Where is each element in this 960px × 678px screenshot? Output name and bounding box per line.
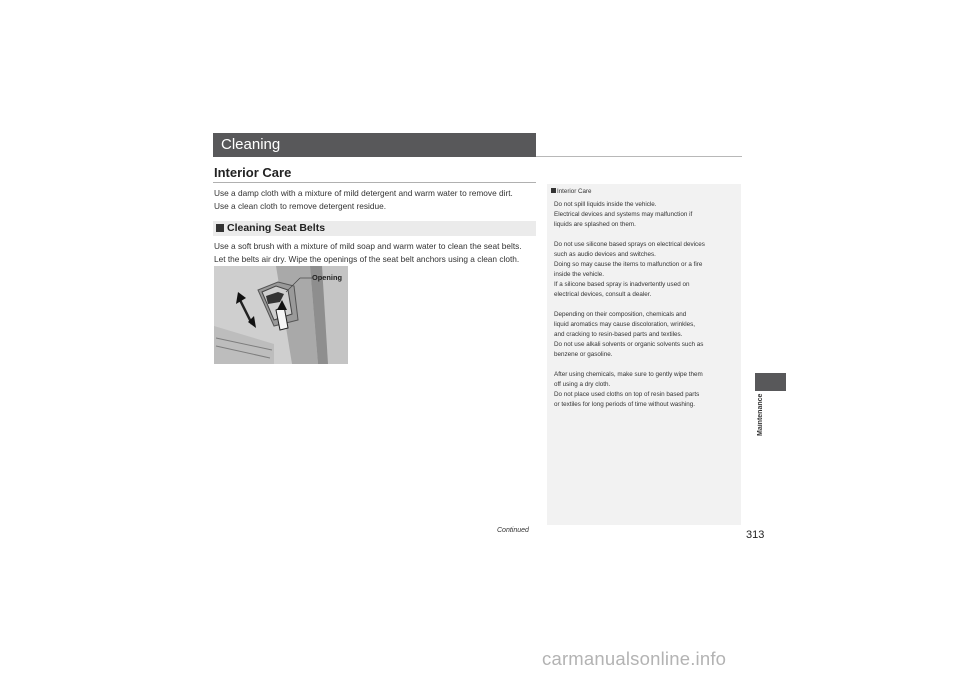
sidebar-line: Do not spill liquids inside the vehicle. — [554, 201, 657, 208]
square-bullet-icon — [216, 224, 224, 232]
section-title-bar — [213, 133, 536, 157]
interior-care-paragraph — [214, 187, 544, 212]
sidebar-line: Do not use alkali solvents or organic solvents such as — [554, 341, 704, 348]
sidebar-paragraph — [554, 200, 738, 230]
interior-care-sidebar — [547, 184, 741, 525]
sidebar-body — [554, 200, 738, 420]
page-number: 313 — [746, 529, 765, 541]
paragraph-line: Use a damp cloth with a mixture of mild detergent and warm water to remove dirt. — [214, 188, 513, 198]
sidebar-line: such as audio devices and switches. — [554, 251, 656, 258]
sidebar-line: off using a dry cloth. — [554, 381, 611, 388]
chapter-tab-label[interactable]: Maintenance — [757, 394, 764, 437]
opening-callout: Opening — [312, 273, 342, 282]
sidebar-line: If a silicone based spray is inadvertently used on — [554, 281, 690, 288]
paragraph-line: Use a soft brush with a mixture of mild soap and warm water to clean the seat belts. — [214, 241, 522, 251]
sidebar-line: Electrical devices and systems may malfunction if — [554, 211, 693, 218]
sidebar-line: benzene or gasoline. — [554, 351, 613, 358]
sidebar-line: inside the vehicle. — [554, 271, 605, 278]
sidebar-line: After using chemicals, make sure to gently wipe them — [554, 371, 703, 378]
interior-care-heading: Interior Care — [214, 165, 292, 180]
sidebar-line: or textiles for long periods of time without washing. — [554, 401, 696, 408]
sidebar-line: Do not use silicone based sprays on electrical devices — [554, 241, 705, 248]
continued-label: Continued — [497, 527, 529, 534]
heading-rule — [213, 182, 536, 183]
reference-marker-icon — [551, 188, 556, 193]
sidebar-line: liquid aromatics may cause discoloration, wrinkles, — [554, 321, 696, 328]
sidebar-title — [551, 188, 591, 195]
sidebar-paragraph — [554, 370, 738, 410]
sidebar-line: liquids are splashed on them. — [554, 221, 636, 228]
sidebar-line: Do not place used cloths on top of resin based parts — [554, 391, 700, 398]
sidebar-paragraph — [554, 240, 738, 300]
paragraph-line: Use a clean cloth to remove detergent residue. — [214, 200, 387, 211]
sidebar-line: and cracking to resin-based parts and textiles. — [554, 331, 683, 338]
sidebar-line: Doing so may cause the items to malfunction or a fire — [554, 261, 703, 268]
section-title: Cleaning — [221, 136, 281, 153]
section-rule — [536, 156, 742, 157]
paragraph-line: Let the belts air dry. Wipe the openings of the seat belt anchors using a clean cloth. — [214, 253, 520, 264]
seat-belts-subheading-bar — [213, 221, 536, 236]
chapter-tab-marker[interactable] — [755, 373, 786, 391]
seat-belts-paragraph — [214, 240, 544, 265]
sidebar-line: electrical devices, consult a dealer. — [554, 291, 652, 298]
watermark: carmanualsonline.info — [542, 648, 727, 669]
sidebar-title-text: Interior Care — [557, 188, 592, 195]
sidebar-line: Depending on their composition, chemicals and — [554, 311, 687, 318]
sidebar-paragraph — [554, 310, 738, 360]
seat-belts-subheading: Cleaning Seat Belts — [227, 222, 326, 234]
